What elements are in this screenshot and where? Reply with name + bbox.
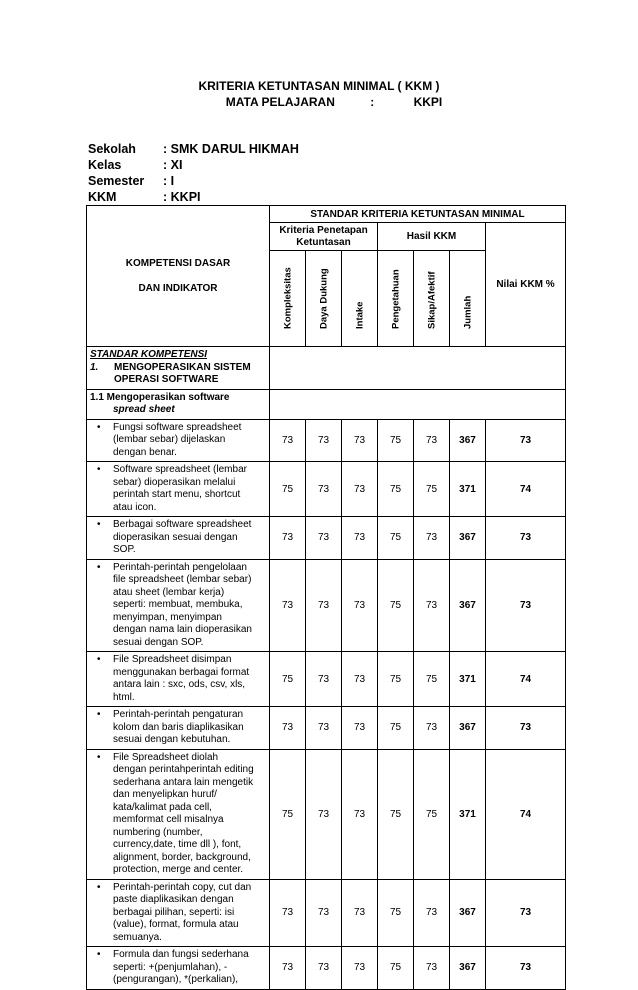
nilai-kkm-cell: 73 xyxy=(486,517,566,560)
score-cell: 73 xyxy=(306,559,342,652)
jumlah-cell: 367 xyxy=(450,947,486,990)
score-cell: 73 xyxy=(414,707,450,750)
document-title xyxy=(0,78,638,110)
nilai-kkm-cell: 73 xyxy=(486,559,566,652)
indicator-text-line: File Spreadsheet diolah xyxy=(113,751,219,763)
score-cell: 73 xyxy=(414,517,450,560)
bullet-icon: • xyxy=(97,751,101,763)
school-info xyxy=(88,141,299,205)
indicator-text-line: atau icon. xyxy=(113,501,157,513)
indicator-text-line: alignment, border, background, xyxy=(113,851,251,863)
score-cell: 75 xyxy=(378,749,414,879)
score-cell: 73 xyxy=(270,879,306,947)
score-cell: 73 xyxy=(342,419,378,462)
score-cell: 75 xyxy=(414,749,450,879)
indicator-cell xyxy=(87,947,270,990)
kompetensi-header: KOMPETENSI DASAR DAN INDIKATOR xyxy=(87,206,270,347)
indicator-cell xyxy=(87,419,270,462)
hasil-header: Hasil KKM xyxy=(378,223,486,251)
col-pengetahuan: Pengetahuan xyxy=(378,251,414,347)
score-cell: 75 xyxy=(378,707,414,750)
score-cell: 73 xyxy=(342,517,378,560)
subject-value: KKPI xyxy=(413,95,443,109)
indicator-text-line: dengan nama lain dioperasikan xyxy=(113,624,252,635)
indicator-text-line: antara lain : sxc, ods, csv, xls, xyxy=(113,679,246,690)
indicator-text-line: html. xyxy=(113,691,135,703)
indicator-text-line: kolom dan baris diaplikasikan xyxy=(113,721,244,733)
indicator-text-line: sesuai dengan SOP. xyxy=(113,636,204,648)
score-cell: 73 xyxy=(306,947,342,990)
bullet-icon: • xyxy=(97,949,101,960)
indicator-text-line: numbering (number, xyxy=(113,826,203,838)
indicator-text-line: paste diaplikasikan dengan xyxy=(113,894,234,905)
indicator-text-line: dioperasikan sesuai dengan xyxy=(113,531,238,543)
info-row-kkm: KKM : KKPI xyxy=(88,190,201,204)
indicator-text-line: (pengurangan), *(perkalian), xyxy=(113,974,239,985)
nilai-kkm-cell: 74 xyxy=(486,749,566,879)
indicator-text-line: Formula dan fungsi sederhana xyxy=(113,949,249,960)
kriteria-header: Kriteria Penetapan Ketuntasan xyxy=(270,223,378,251)
jumlah-cell: 367 xyxy=(450,419,486,462)
indicator-text-line: perintah start menu, shortcut xyxy=(113,489,241,500)
score-cell: 75 xyxy=(414,652,450,707)
bullet-icon: • xyxy=(97,881,101,893)
indicator-text-line: SOP. xyxy=(113,544,136,555)
table-row xyxy=(87,707,566,750)
table-row xyxy=(87,559,566,652)
score-cell: 75 xyxy=(414,462,450,517)
score-cell: 73 xyxy=(270,947,306,990)
score-cell: 75 xyxy=(378,879,414,947)
indicator-cell xyxy=(87,559,270,652)
score-cell: 73 xyxy=(342,947,378,990)
nilai-kkm-cell: 73 xyxy=(486,419,566,462)
indicator-text-line: kata/kalimat pada cell, xyxy=(113,801,212,813)
score-cell: 73 xyxy=(414,559,450,652)
score-cell: 73 xyxy=(270,419,306,462)
indicator-text-line: dan menyelipkan huruf/ xyxy=(113,789,217,800)
score-cell: 73 xyxy=(306,879,342,947)
score-cell: 73 xyxy=(270,517,306,560)
score-cell: 75 xyxy=(378,947,414,990)
nilai-kkm-cell: 73 xyxy=(486,947,566,990)
title-line-2 xyxy=(0,94,638,110)
indicator-cell xyxy=(87,707,270,750)
indicator-text-line: Perintah-perintah pengelolaan xyxy=(113,561,247,573)
score-cell: 75 xyxy=(270,652,306,707)
jumlah-cell: 367 xyxy=(450,517,486,560)
bullet-icon: • xyxy=(97,561,101,573)
jumlah-cell: 371 xyxy=(450,462,486,517)
indicator-text-line: Berbagai software spreadsheet xyxy=(113,519,252,530)
info-row-school: Sekolah : SMK DARUL HIKMAH xyxy=(88,142,299,156)
indicator-cell xyxy=(87,517,270,560)
nilai-kkm-cell: 73 xyxy=(486,707,566,750)
col-kompleksitas: Kompleksitas xyxy=(270,251,306,347)
table-row xyxy=(87,947,566,990)
nilai-header: Nilai KKM % xyxy=(486,223,566,347)
indicator-text-line: (value), format, formula atau xyxy=(113,919,239,930)
score-cell: 73 xyxy=(306,462,342,517)
table-row xyxy=(87,879,566,947)
indicator-cell xyxy=(87,652,270,707)
col-daya-dukung: Daya Dukung xyxy=(306,251,342,347)
score-cell: 73 xyxy=(270,707,306,750)
col-intake: Intake xyxy=(342,251,378,347)
indicator-text-line: Fungsi software spreadsheet xyxy=(113,421,242,433)
indicator-text-line: menggunakan berbagai format xyxy=(113,666,250,678)
info-row-class: Kelas : XI xyxy=(88,158,183,172)
indicator-text-line: dengan benar. xyxy=(113,446,177,458)
subject-separator: : xyxy=(370,95,375,109)
col-sikap-afektif: Sikap/Afektif xyxy=(414,251,450,347)
jumlah-cell: 367 xyxy=(450,559,486,652)
score-cell: 73 xyxy=(414,419,450,462)
jumlah-cell: 367 xyxy=(450,879,486,947)
table-row xyxy=(87,517,566,560)
indicator-text-line: protection, merge and center. xyxy=(113,864,244,875)
indicator-cell xyxy=(87,879,270,947)
indicator-text-line: sederhana antara lain mengetik xyxy=(113,776,254,788)
indicator-text-line: semuanya. xyxy=(113,931,162,943)
indicator-text-line: dengan perintahperintah editing xyxy=(113,764,254,775)
indicator-text-line: berbagai pilihan, seperti: isi xyxy=(113,906,235,918)
title-line-1: KRITERIA KETUNTASAN MINIMAL ( KKM ) xyxy=(198,79,440,93)
bullet-icon: • xyxy=(97,654,101,665)
indicator-text-line: menyimpan, menyimpan xyxy=(113,611,222,623)
score-cell: 73 xyxy=(342,707,378,750)
score-cell: 73 xyxy=(306,419,342,462)
indicator-text-line: atau sheet (lembar kerja) xyxy=(113,586,225,598)
indicator-text-line: Perintah-perintah pengaturan xyxy=(113,709,244,720)
standar-header: STANDAR KRITERIA KETUNTASAN MINIMAL xyxy=(270,206,566,223)
standar-kompetensi: STANDAR KOMPETENSI 1. MENGOPERASIKAN SISTEM OPERASI SOFTWARE xyxy=(87,347,270,390)
score-cell: 73 xyxy=(414,947,450,990)
score-cell: 73 xyxy=(306,749,342,879)
nilai-kkm-cell: 74 xyxy=(486,462,566,517)
score-cell: 73 xyxy=(342,879,378,947)
indicator-cell xyxy=(87,462,270,517)
indicator-text-line: seperti: membuat, membuka, xyxy=(113,599,243,610)
score-cell: 73 xyxy=(306,652,342,707)
indicator-text-line: File Spreadsheet disimpan xyxy=(113,654,232,665)
score-cell: 75 xyxy=(378,559,414,652)
score-cell: 73 xyxy=(270,559,306,652)
kkm-table xyxy=(86,205,566,990)
subject-label: MATA PELAJARAN xyxy=(225,95,335,109)
score-cell: 73 xyxy=(306,707,342,750)
indicator-text-line: sesuai dengan kebutuhan. xyxy=(113,734,231,745)
score-cell: 75 xyxy=(378,652,414,707)
bullet-icon: • xyxy=(97,519,101,530)
score-cell: 75 xyxy=(378,517,414,560)
indicator-text-line: Perintah-perintah copy, cut dan xyxy=(113,881,252,893)
jumlah-cell: 371 xyxy=(450,652,486,707)
nilai-kkm-cell: 73 xyxy=(486,879,566,947)
bullet-icon: • xyxy=(97,709,101,720)
indicator-text-line: file spreadsheet (lembar sebar) xyxy=(113,574,252,585)
indicator-text-line: (lembar sebar) dijelaskan xyxy=(113,434,226,445)
indicator-text-line: sebar) dioperasikan melalui xyxy=(113,476,236,488)
score-cell: 73 xyxy=(342,462,378,517)
score-cell: 75 xyxy=(270,749,306,879)
indicator-text-line: seperti: +(penjumlahan), - xyxy=(113,961,228,973)
kompetensi-dasar: 1.1 Mengoperasikan software spread sheet xyxy=(87,389,270,419)
indicator-text-line: memformat cell misalnya xyxy=(113,814,224,825)
score-cell: 75 xyxy=(378,419,414,462)
bullet-icon: • xyxy=(97,421,101,433)
score-cell: 75 xyxy=(270,462,306,517)
score-cell: 73 xyxy=(306,517,342,560)
score-cell: 73 xyxy=(342,749,378,879)
table-row xyxy=(87,749,566,879)
nilai-kkm-cell: 74 xyxy=(486,652,566,707)
info-row-semester: Semester : I xyxy=(88,174,175,188)
indicator-text-line: Software spreadsheet (lembar xyxy=(113,464,247,475)
jumlah-cell: 371 xyxy=(450,749,486,879)
indicator-cell xyxy=(87,749,270,879)
jumlah-cell: 367 xyxy=(450,707,486,750)
table-row xyxy=(87,462,566,517)
score-cell: 73 xyxy=(342,652,378,707)
col-jumlah: Jumlah xyxy=(450,251,486,347)
score-cell: 73 xyxy=(342,559,378,652)
indicator-text-line: currency,date, time dll ), font, xyxy=(113,839,242,850)
score-cell: 73 xyxy=(414,879,450,947)
table-row xyxy=(87,652,566,707)
score-cell: 75 xyxy=(378,462,414,517)
bullet-icon: • xyxy=(97,464,101,475)
table-row xyxy=(87,419,566,462)
